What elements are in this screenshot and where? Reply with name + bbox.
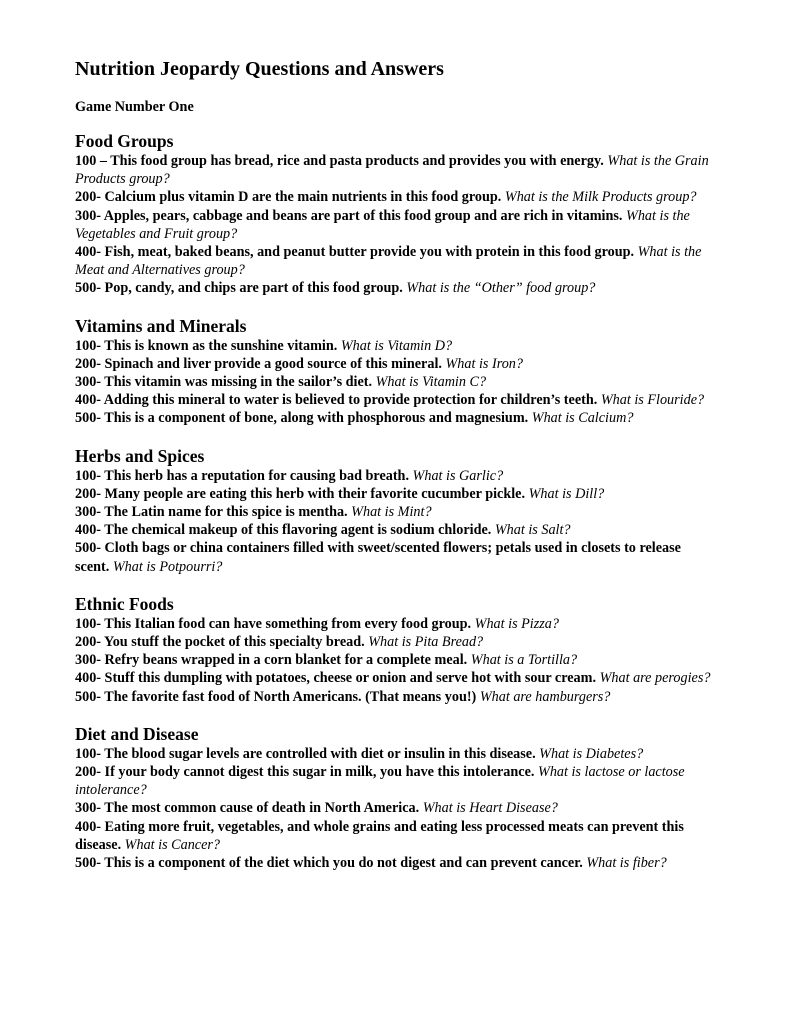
question-text: 500- This is a component of the diet which you do not digest and can prevent cancer. [75,855,583,872]
answer-text: What is Mint? [351,504,432,521]
question-list [75,745,715,872]
question-item [75,207,715,243]
category-title: Herbs and Spices [75,445,205,466]
question-text: 500- The favorite fast food of North Americans. (That means you!) [75,688,477,705]
question-item [75,355,715,373]
answer-text: What is Salt? [494,522,571,539]
question-item [75,745,715,763]
question-list [75,337,715,428]
answer-text: What is the Grain Products group? [75,153,709,188]
question-text: 400- Fish, meat, baked beans, and peanut butter provide you with protein in this food group. [75,244,635,261]
answer-text: What is a Tortilla? [470,652,578,669]
answer-text: What is fiber? [586,855,667,872]
category-title: Ethnic Foods [75,593,174,614]
question-item [75,688,715,706]
category-title: Diet and Disease [75,723,199,744]
question-item [75,279,715,297]
question-text: 200- Many people are eating this herb with their favorite cucumber pickle. [75,485,526,502]
question-item [75,651,715,669]
answer-text: What is the “Other” food group? [406,280,596,297]
question-text: 300- This vitamin was missing in the sailor’s diet. [75,374,373,391]
question-item [75,391,715,409]
question-text: 100- This Italian food can have something from every food group. [75,615,472,632]
answer-text: What is Garlic? [412,467,504,484]
category-food-groups [75,130,715,298]
answer-text: What is Iron? [445,355,523,372]
answer-text: What is Diabetes? [539,745,644,762]
answer-text: What is the Meat and Alternatives group? [75,244,702,279]
answer-text: What is Vitamin D? [340,337,453,354]
category-list [75,130,715,872]
answer-text: What is Dill? [528,485,605,502]
category-title: Food Groups [75,131,174,151]
question-text: 200- If your body cannot digest this sugar in milk, you have this intolerance. [75,764,535,781]
question-item [75,799,715,817]
answer-text: What is lactose or lactose intolerance? [75,764,685,799]
question-item [75,409,715,427]
question-text: 400- The chemical makeup of this flavoring agent is sodium chloride. [75,522,492,539]
document-page [75,56,715,872]
answer-text: What is Calcium? [531,410,634,427]
question-item [75,633,715,651]
question-text: 400- Stuff this dumpling with potatoes, cheese or onion and serve hot with sour cream. [75,670,597,687]
answer-text: What is Potpourri? [112,558,223,575]
question-text: 400- Eating more fruit, vegetables, and whole grains and eating less processed meats can prevent this disease. [75,818,684,853]
answer-text: What is Pizza? [474,615,559,632]
question-item [75,243,715,279]
question-item [75,152,715,188]
question-text: 100- This is known as the sunshine vitamin. [75,337,338,354]
document-title: Nutrition Jeopardy Questions and Answers [75,58,444,80]
question-item [75,188,715,206]
question-list [75,152,715,298]
question-item [75,854,715,872]
question-text: 300- The most common cause of death in North America. [75,800,420,817]
question-text: 500- This is a component of bone, along with phosphorous and magnesium. [75,410,529,427]
question-item [75,373,715,391]
question-item [75,485,715,503]
answer-text: What is the Milk Products group? [504,189,697,206]
question-text: 300- Refry beans wrapped in a corn blanket for a complete meal. [75,652,468,669]
question-item [75,539,715,575]
answer-text: What is Heart Disease? [422,800,558,817]
question-text: 200- Calcium plus vitamin D are the main nutrients in this food group. [75,189,502,206]
answer-text: What is the Vegetables and Fruit group? [75,207,690,242]
question-text: 500- Cloth bags or china containers filled with sweet/scented flowers; petals used in closets to release scent. [75,540,681,575]
category-diet-and-disease [75,723,715,872]
answer-text: What is Flouride? [600,392,705,409]
question-item [75,521,715,539]
question-text: 100- This herb has a reputation for causing bad breath. [75,467,409,484]
category-ethnic-foods [75,593,715,706]
question-list [75,615,715,706]
question-text: 100 – This food group has bread, rice and pasta products and provides you with energy. [75,153,604,169]
category-herbs-and-spices [75,445,715,576]
answer-text: What is Pita Bread? [368,634,484,651]
question-text: 200- You stuff the pocket of this specialty bread. [75,634,365,651]
question-item [75,337,715,355]
question-list [75,467,715,576]
question-text: 300- Apples, pears, cabbage and beans are part of this food group and are rich in vitamins. [75,207,623,224]
question-item [75,467,715,485]
question-text: 400- Adding this mineral to water is believed to provide protection for children’s teeth. [75,392,598,409]
question-item [75,763,715,799]
category-title: Vitamins and Minerals [75,315,247,336]
question-item [75,669,715,687]
category-vitamins-and-minerals [75,315,715,428]
question-item [75,503,715,521]
answer-text: What are hamburgers? [479,688,611,705]
question-text: 500- Pop, candy, and chips are part of this food group. [75,280,403,297]
answer-text: What are perogies? [599,670,711,687]
question-text: 300- The Latin name for this spice is mentha. [75,504,348,521]
answer-text: What is Cancer? [124,836,221,853]
answer-text: What is Vitamin C? [375,374,487,391]
question-item [75,818,715,854]
question-item [75,615,715,633]
question-text: 100- The blood sugar levels are controlled with diet or insulin in this disease. [75,745,536,762]
game-number-heading: Game Number One [75,99,194,115]
question-text: 200- Spinach and liver provide a good source of this mineral. [75,355,442,372]
